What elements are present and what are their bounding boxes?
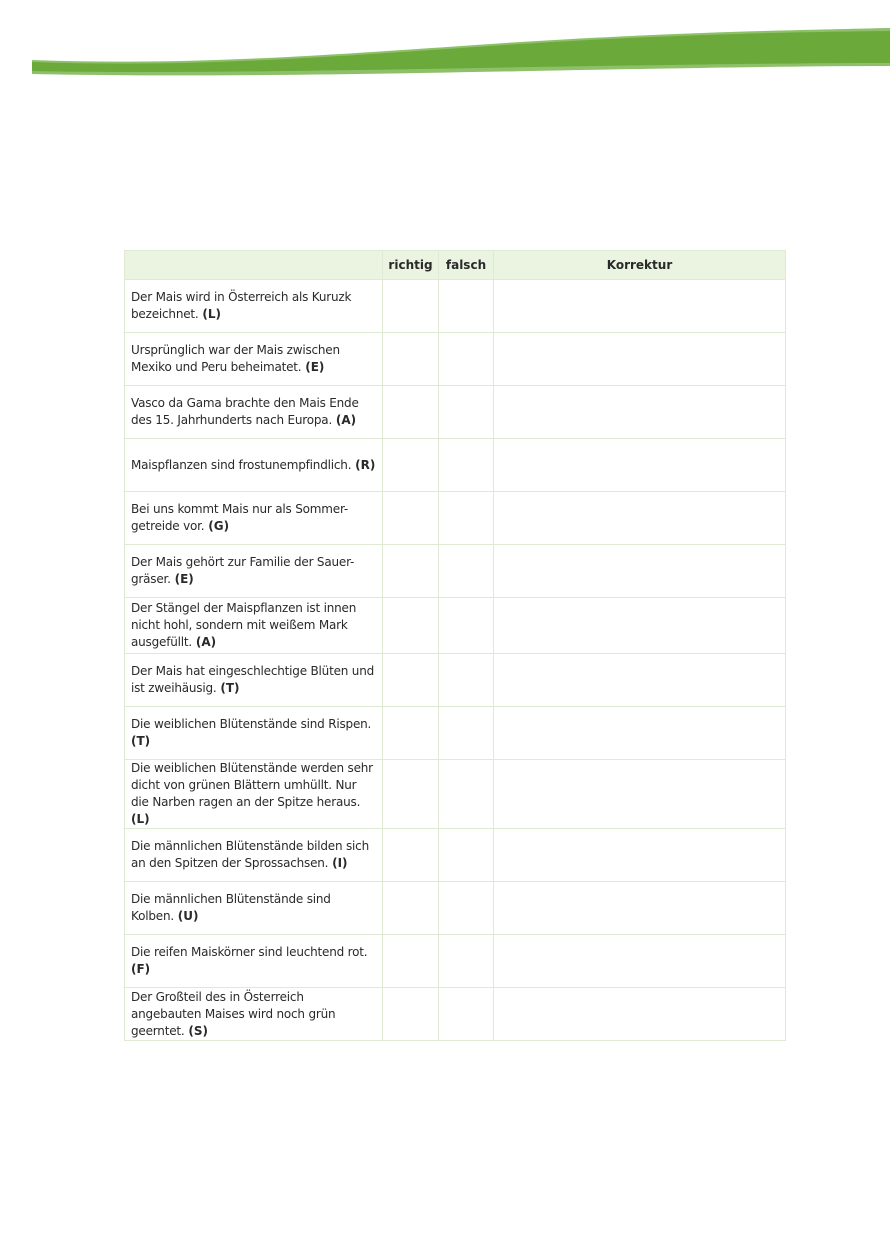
falsch-cell[interactable]: [439, 333, 494, 386]
statement-cell: [125, 333, 383, 386]
falsch-cell[interactable]: [439, 280, 494, 333]
statement-cell: [125, 654, 383, 707]
statement-letter: (I): [332, 856, 348, 870]
table-row: [125, 492, 786, 545]
richtig-cell[interactable]: [383, 280, 439, 333]
statement-letter: (R): [355, 457, 376, 472]
table-row: [125, 829, 786, 882]
statement-letter: (L): [202, 307, 221, 321]
statement-text: Der Großteil des in Österreich angebauten Maises wird noch grün geerntet.: [131, 989, 336, 1038]
korrektur-cell[interactable]: [494, 598, 786, 654]
table-row: [125, 439, 786, 492]
statement-cell: [125, 386, 383, 439]
korrektur-cell[interactable]: [494, 988, 786, 1041]
statement-cell: [125, 935, 383, 988]
statement-cell: [125, 829, 383, 882]
statement-text: Die weiblichen Blütenstände sind Rispen.: [131, 717, 372, 731]
header-korrektur: Korrektur: [494, 251, 786, 280]
statement-text: Maispflanzen sind frostunempfindlich.: [131, 457, 352, 472]
table-row: [125, 333, 786, 386]
richtig-cell[interactable]: [383, 935, 439, 988]
header-statement: [125, 251, 383, 280]
falsch-cell[interactable]: [439, 935, 494, 988]
falsch-cell[interactable]: [439, 598, 494, 654]
header-richtig: richtig: [383, 251, 439, 280]
table-row: [125, 654, 786, 707]
statement-letter: (T): [131, 734, 151, 748]
falsch-cell[interactable]: [439, 882, 494, 935]
richtig-cell[interactable]: [383, 386, 439, 439]
statement-letter: (S): [188, 1023, 208, 1038]
header-falsch: falsch: [439, 251, 494, 280]
statement-text: Der Mais hat eingeschlechtige Blüten und ist zweihäusig.: [131, 664, 375, 695]
table-row: [125, 280, 786, 333]
table-row: [125, 386, 786, 439]
statement-cell: [125, 882, 383, 935]
richtig-cell[interactable]: [383, 492, 439, 545]
statement-cell: [125, 492, 383, 545]
richtig-cell[interactable]: [383, 598, 439, 654]
statement-cell: [125, 760, 383, 829]
korrektur-cell[interactable]: [494, 654, 786, 707]
richtig-cell[interactable]: [383, 829, 439, 882]
statement-letter: (A): [335, 413, 357, 427]
statement-text: Der Mais wird in Österreich als Kuruzk bezeichnet.: [131, 290, 352, 321]
table-row: [125, 988, 786, 1041]
statement-letter: (F): [131, 962, 151, 976]
statement-cell: [125, 280, 383, 333]
falsch-cell[interactable]: [439, 545, 494, 598]
korrektur-cell[interactable]: [494, 935, 786, 988]
statement-letter: (A): [195, 635, 217, 649]
korrektur-cell[interactable]: [494, 707, 786, 760]
table-row: [125, 545, 786, 598]
statement-letter: (E): [174, 572, 194, 586]
falsch-cell[interactable]: [439, 707, 494, 760]
statement-cell: [125, 439, 383, 492]
korrektur-cell[interactable]: [494, 760, 786, 829]
falsch-cell[interactable]: [439, 439, 494, 492]
richtig-cell[interactable]: [383, 882, 439, 935]
richtig-cell[interactable]: [383, 654, 439, 707]
statement-letter: (U): [177, 909, 199, 923]
statement-text: Der Stängel der Maispflanzen ist innen nicht hohl, sondern mit weißem Mark ausgefüllt.: [131, 601, 357, 649]
statement-text: Die männlichen Blütenstände bilden sich an den Spitzen der Sprossachsen.: [131, 839, 369, 870]
statement-text: Vasco da Gama brachte den Mais Ende des 15. Jahrhunderts nach Europa.: [131, 396, 359, 427]
table-row: [125, 707, 786, 760]
statement-cell: [125, 707, 383, 760]
table-row: [125, 598, 786, 654]
statement-text: Die männlichen Blütenstände sind Kolben.: [131, 892, 331, 923]
korrektur-cell[interactable]: [494, 882, 786, 935]
richtig-cell[interactable]: [383, 988, 439, 1041]
falsch-cell[interactable]: [439, 829, 494, 882]
korrektur-cell[interactable]: [494, 829, 786, 882]
korrektur-cell[interactable]: [494, 439, 786, 492]
korrektur-cell[interactable]: [494, 545, 786, 598]
table-row: [125, 760, 786, 829]
korrektur-cell[interactable]: [494, 333, 786, 386]
statement-cell: [125, 988, 383, 1041]
statement-text: Der Mais gehört zur Familie der Sauer-gräser.: [131, 555, 355, 586]
statement-text: Die weiblichen Blütenstände werden sehr dicht von grünen Blättern umhüllt. Nur die Narben ragen an der Spitze heraus.: [131, 761, 373, 809]
falsch-cell[interactable]: [439, 492, 494, 545]
statement-text: Ursprünglich war der Mais zwischen Mexiko und Peru beheimatet.: [131, 343, 340, 374]
table-row: [125, 935, 786, 988]
table-row: [125, 882, 786, 935]
table-header-row: [125, 251, 786, 280]
header-swoosh-decoration: [0, 0, 890, 90]
korrektur-cell[interactable]: [494, 492, 786, 545]
korrektur-cell[interactable]: [494, 280, 786, 333]
statement-cell: [125, 545, 383, 598]
richtig-cell[interactable]: [383, 545, 439, 598]
statement-letter: (G): [208, 519, 230, 533]
richtig-cell[interactable]: [383, 439, 439, 492]
true-false-worksheet-table: [124, 250, 786, 1041]
falsch-cell[interactable]: [439, 988, 494, 1041]
richtig-cell[interactable]: [383, 760, 439, 829]
statement-text: Die reifen Maiskörner sind leuchtend rot.: [131, 945, 368, 959]
richtig-cell[interactable]: [383, 333, 439, 386]
statement-letter: (L): [131, 812, 150, 826]
statement-letter: (E): [305, 360, 325, 374]
statement-text: Bei uns kommt Mais nur als Sommer-getreide vor.: [131, 502, 349, 533]
statement-letter: (T): [220, 681, 240, 695]
richtig-cell[interactable]: [383, 707, 439, 760]
falsch-cell[interactable]: [439, 386, 494, 439]
korrektur-cell[interactable]: [494, 386, 786, 439]
falsch-cell[interactable]: [439, 654, 494, 707]
falsch-cell[interactable]: [439, 760, 494, 829]
statement-cell: [125, 598, 383, 654]
